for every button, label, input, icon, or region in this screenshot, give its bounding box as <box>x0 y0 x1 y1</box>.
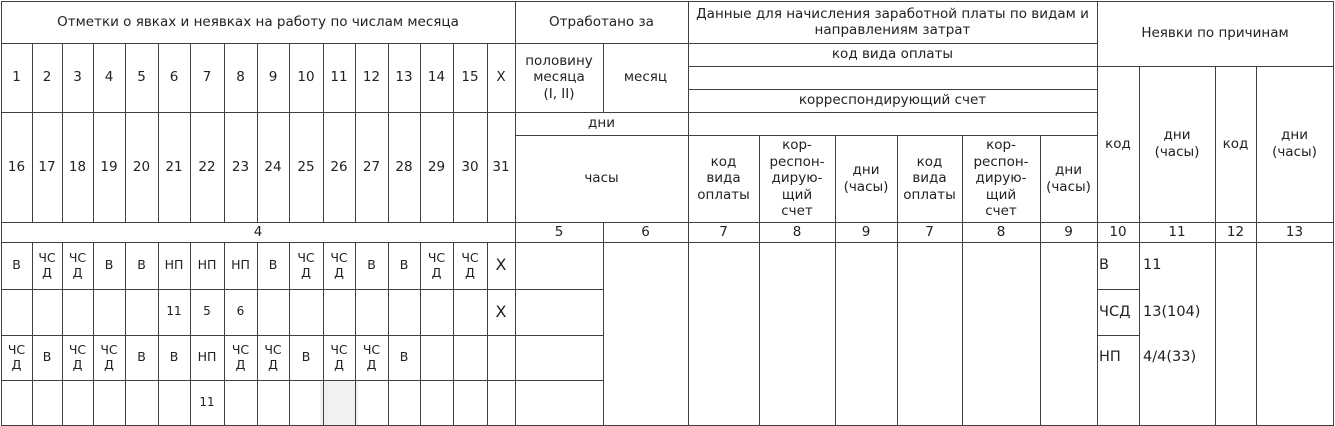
day-number-cell: X <box>496 69 506 86</box>
attendance-mark-cell <box>257 289 289 335</box>
attendance-mark-cell: В <box>399 349 409 365</box>
attendance-mark-cell: ЧС Д <box>231 342 250 372</box>
sub-pay-code-header: код вида оплаты <box>697 153 750 203</box>
hours-header: часы <box>584 170 619 187</box>
half-month-header: половину месяца (I, II) <box>525 53 593 102</box>
day-number-cell: 22 <box>198 158 216 175</box>
column-number: 4 <box>253 223 263 240</box>
absence-code-header: код <box>1222 135 1249 152</box>
attendance-mark-cell: 6 <box>236 304 245 319</box>
day-number-cell: 6 <box>169 69 179 86</box>
attendance-mark-cell: ЧС Д <box>68 342 87 372</box>
days-header: дни <box>588 115 615 132</box>
day-number-cell: 12 <box>362 69 381 86</box>
attendance-mark-cell <box>93 289 125 335</box>
day-number-cell: 1 <box>12 69 21 86</box>
attendance-mark-cell <box>420 335 453 380</box>
day-number-cell: 10 <box>297 69 315 86</box>
day-number-cell: 20 <box>132 158 151 175</box>
day-number-cell: 4 <box>104 69 114 86</box>
absence-code-cell: В <box>1099 257 1109 274</box>
month-header: месяц <box>623 69 668 86</box>
pay-data-header-title: Данные для начисления заработной платы по видам и направлениям затрат <box>696 5 1089 38</box>
sub-days-hours-header: дни (часы) <box>843 162 889 195</box>
column-number: 8 <box>996 223 1006 240</box>
attendance-mark-cell <box>323 289 355 335</box>
sub-days-hours-header: дни (часы) <box>1046 162 1091 195</box>
column-number: 5 <box>554 223 564 240</box>
sub-corr-account-header: кор- респон- дирую- щий счет <box>973 137 1029 220</box>
attendance-mark-cell: В <box>169 349 179 365</box>
day-number-cell: 3 <box>73 69 82 86</box>
attendance-mark-cell <box>487 380 515 426</box>
attendance-mark-cell <box>289 289 323 335</box>
column-number: 9 <box>861 223 871 240</box>
absence-header-title: Неявки по причинам <box>1141 25 1289 42</box>
column-number: 13 <box>1285 223 1304 240</box>
attendance-mark-cell <box>487 335 515 380</box>
attendance-mark-cell <box>125 289 158 335</box>
day-number-cell: 5 <box>137 69 146 86</box>
day-number-cell: 27 <box>362 158 381 175</box>
column-number: 11 <box>1168 223 1186 240</box>
attendance-mark-cell <box>158 380 190 426</box>
attendance-mark-cell <box>32 380 62 426</box>
day-number-cell: 11 <box>330 69 348 86</box>
attendance-mark-cell <box>388 289 420 335</box>
attendance-mark-cell <box>257 380 289 426</box>
day-number-cell: 21 <box>165 158 183 175</box>
grid-line <box>1333 1 1334 426</box>
attendance-mark-cell <box>355 289 388 335</box>
absence-days-cell: 4/4(33) <box>1143 349 1197 366</box>
grid-line <box>603 222 604 426</box>
day-number-cell: 30 <box>461 158 479 175</box>
day-number-cell: 2 <box>42 69 52 86</box>
attendance-mark-cell <box>289 380 323 426</box>
day-number-cell: 24 <box>264 158 282 175</box>
x-mark-cell: Х <box>495 255 507 275</box>
day-number-cell: 28 <box>395 158 413 175</box>
attendance-mark-cell: ЧС Д <box>38 250 56 280</box>
absence-code-header: код <box>1105 135 1131 152</box>
attendance-mark-cell <box>453 289 487 335</box>
sub-corr-account-header: кор- респон- дирую- щий счет <box>769 137 825 220</box>
attendance-mark-cell <box>453 335 487 380</box>
attendance-mark-cell <box>420 380 453 426</box>
attendance-mark-cell: ЧС Д <box>330 250 348 280</box>
column-number: 7 <box>925 223 934 240</box>
attendance-mark-cell: НП <box>164 257 184 273</box>
attendance-mark-cell: ЧС Д <box>427 250 446 280</box>
attendance-mark-cell: В <box>367 257 376 273</box>
attendance-mark-cell: ЧС Д <box>100 342 118 372</box>
grid-line <box>688 66 1098 67</box>
day-number-cell: 29 <box>427 158 446 175</box>
attendance-mark-cell <box>32 289 62 335</box>
attendance-mark-cell: В <box>137 257 146 273</box>
day-number-cell: 19 <box>100 158 118 175</box>
attendance-mark-cell: В <box>137 349 146 365</box>
attendance-mark-cell: ЧС Д <box>7 342 26 372</box>
column-number: 12 <box>1226 223 1245 240</box>
day-number-cell: 26 <box>330 158 348 175</box>
attendance-mark-cell: В <box>399 257 409 273</box>
attendance-mark-cell <box>1 289 32 335</box>
day-number-cell: 17 <box>38 158 56 175</box>
grid-line <box>688 112 1098 113</box>
column-number: 8 <box>792 223 802 240</box>
corr-account-header: корреспондирующий счет <box>798 92 987 109</box>
attendance-mark-cell <box>224 380 257 426</box>
absence-code-cell: ЧСД <box>1099 303 1131 320</box>
column-number: 10 <box>1109 223 1127 240</box>
attendance-mark-cell: 5 <box>203 304 211 319</box>
column-number: 6 <box>641 223 650 240</box>
attendance-mark-cell <box>323 380 355 426</box>
attendance-mark-cell: В <box>268 257 278 273</box>
attendance-mark-cell <box>1 380 32 426</box>
attendance-mark-cell <box>388 380 420 426</box>
attendance-mark-cell: 11 <box>199 395 215 410</box>
absence-days-cell: 13(104) <box>1143 303 1201 320</box>
attendance-mark-cell <box>93 380 125 426</box>
attendance-mark-cell <box>453 380 487 426</box>
attendance-mark-cell: В <box>301 349 311 365</box>
day-number-cell: 18 <box>68 158 87 175</box>
attendance-mark-cell: В <box>12 257 21 273</box>
attendance-mark-cell: НП <box>197 349 217 365</box>
day-number-cell: 7 <box>202 69 212 86</box>
attendance-mark-cell: В <box>104 257 114 273</box>
day-number-cell: 8 <box>236 69 245 86</box>
day-number-cell: 25 <box>297 158 315 175</box>
column-number: 7 <box>719 223 728 240</box>
attendance-mark-cell: ЧС Д <box>330 342 348 372</box>
absence-days-header: дни (часы) <box>1272 127 1317 160</box>
day-number-cell: 9 <box>268 69 278 86</box>
marks-header-title: Отметки о явках и неявках на работу по числам месяца <box>57 13 459 30</box>
sub-pay-code-header: код вида оплаты <box>903 153 956 203</box>
absence-days-cell: 11 <box>1143 257 1162 274</box>
attendance-mark-cell: НП <box>231 257 250 273</box>
attendance-mark-cell: ЧС Д <box>264 342 282 372</box>
attendance-mark-cell <box>62 380 93 426</box>
absence-code-cell: НП <box>1099 349 1121 366</box>
day-number-cell: 31 <box>492 158 510 175</box>
attendance-mark-cell: ЧС Д <box>68 250 87 280</box>
day-number-cell: 23 <box>231 158 250 175</box>
absence-days-header: дни (часы) <box>1154 127 1200 160</box>
x-mark-cell: Х <box>495 301 507 321</box>
attendance-mark-cell: В <box>42 349 52 365</box>
pay-kind-code-header: код вида оплаты <box>831 46 954 63</box>
attendance-mark-cell <box>62 289 93 335</box>
day-number-cell: 13 <box>395 69 413 86</box>
attendance-mark-cell: НП <box>197 257 217 273</box>
attendance-mark-cell: ЧС Д <box>362 342 381 372</box>
attendance-mark-cell <box>125 380 158 426</box>
attendance-mark-cell: ЧС Д <box>297 250 315 280</box>
column-number: 9 <box>1064 223 1073 240</box>
day-number-cell: 16 <box>7 158 26 175</box>
attendance-mark-cell <box>420 289 453 335</box>
attendance-mark-cell <box>355 380 388 426</box>
attendance-mark-cell: ЧС Д <box>461 250 479 280</box>
attendance-mark-cell: 11 <box>166 304 182 319</box>
day-number-cell: 15 <box>461 69 479 86</box>
day-number-cell: 14 <box>427 69 446 86</box>
worked-header-title: Отработано за <box>549 13 654 30</box>
